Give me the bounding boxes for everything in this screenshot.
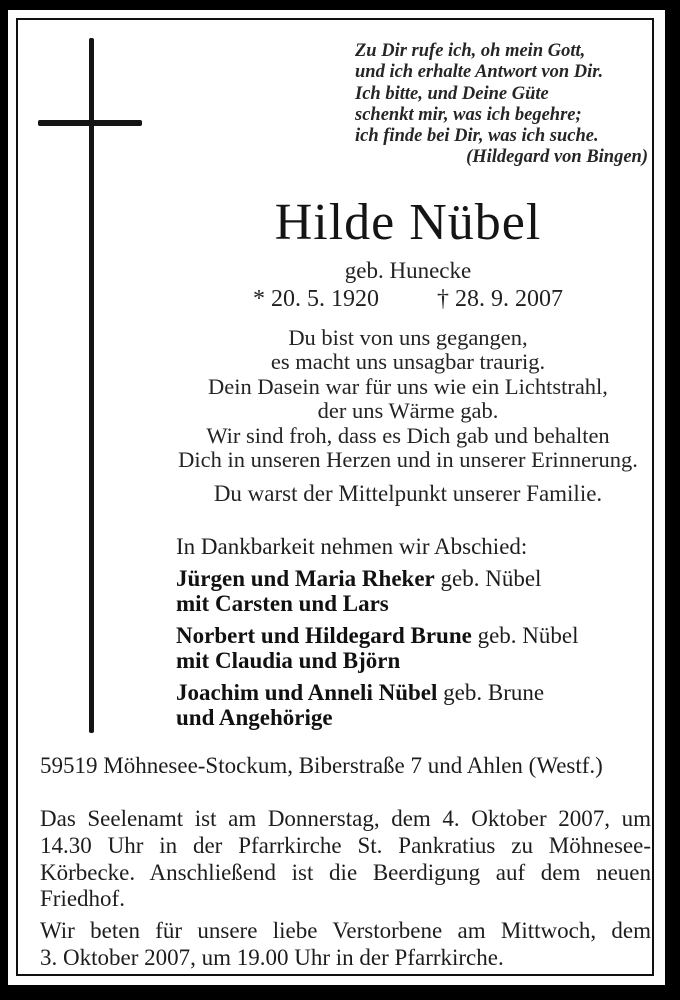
quote-line: schenkt mir, was ich begehre; [355, 104, 582, 125]
cross-vertical-beam [89, 38, 94, 733]
obituary-page [8, 10, 665, 985]
mourner-entry [176, 680, 579, 730]
mourner-names: Norbert und Hildegard Brune [176, 623, 472, 648]
poem-line: Wir sind froh, dass es Dich gab und behalten [206, 422, 610, 448]
quote-line: Zu Dir rufe ich, oh mein Gott, [355, 41, 586, 61]
poem-line: der uns Wärme gab. [317, 398, 499, 424]
memorial-poem [148, 326, 668, 472]
opening-quote [355, 41, 648, 169]
quote-line: Ich bitte, und Deine Güte [355, 83, 549, 104]
poem-line: Du bist von uns gegangen, [288, 325, 528, 350]
mourner-suffix: geb. Brune [437, 680, 545, 705]
mourner-sub: mit Carsten und Lars [176, 591, 389, 616]
service-line: 14.30 Uhr in der Pfarrkirche St. Pankratius zu Möhnesee- [40, 832, 651, 858]
maiden-name: geb. Hunecke [344, 258, 472, 283]
mourner-suffix: geb. Nübel [471, 623, 579, 648]
poem-line: Dein Dasein war für uns wie ein Lichtstrahl, [208, 373, 608, 399]
mourner-names: Joachim und Anneli Nübel [176, 680, 438, 705]
mourner-names: Jürgen und Maria Rheker [176, 566, 435, 591]
address-line: 59519 Möhnesee-Stockum, Biberstraße 7 und Ahlen (Westf.) [40, 753, 603, 778]
birth-date: * 20. 5. 1920 [253, 286, 379, 312]
service-line: Körbecke. Anschließend ist die Beerdigung auf dem neuen [40, 859, 651, 885]
birth-star-symbol: * [253, 286, 265, 312]
mourner-entry [176, 623, 579, 673]
service-line: Das Seelenamt ist am Donnerstag, dem 4. Oktober 2007, um [40, 806, 651, 831]
farewell-intro: In Dankbarkeit nehmen wir Abschied: [176, 534, 528, 559]
life-dates [148, 286, 668, 313]
mourner-sub: mit Claudia und Björn [176, 648, 401, 673]
prayer-info [40, 918, 651, 972]
quote-line: ich finde bei Dir, was ich suche. [355, 126, 599, 147]
prayer-line: Wir beten für unsere liebe Verstorbene am Mittwoch, dem [40, 918, 651, 943]
mourner-suffix: geb. Nübel [434, 566, 542, 591]
mourners-section [176, 534, 579, 737]
prayer-line: 3. Oktober 2007, um 19.00 Uhr in der Pfarrkirche. [40, 944, 504, 970]
tribute-line: Du warst der Mittelpunkt unserer Familie. [213, 481, 603, 506]
quote-attribution: (Hildegard von Bingen) [466, 147, 648, 168]
mourner-entry [176, 566, 579, 616]
deceased-name: Hilde Nübel [274, 194, 542, 251]
poem-line: Dich in unseren Herzen und in unserer Erinnerung. [178, 447, 638, 473]
death-date: † 28. 9. 2007 [437, 286, 563, 312]
cross-horizontal-beam [38, 120, 142, 126]
service-line: Friedhof. [40, 886, 125, 912]
quote-line: und ich erhalte Antwort von Dir. [355, 62, 604, 83]
service-info [40, 806, 651, 913]
poem-line: es macht uns unsagbar traurig. [270, 349, 546, 375]
mourner-sub: und Angehörige [176, 705, 333, 730]
death-dagger-symbol: † [437, 286, 449, 312]
